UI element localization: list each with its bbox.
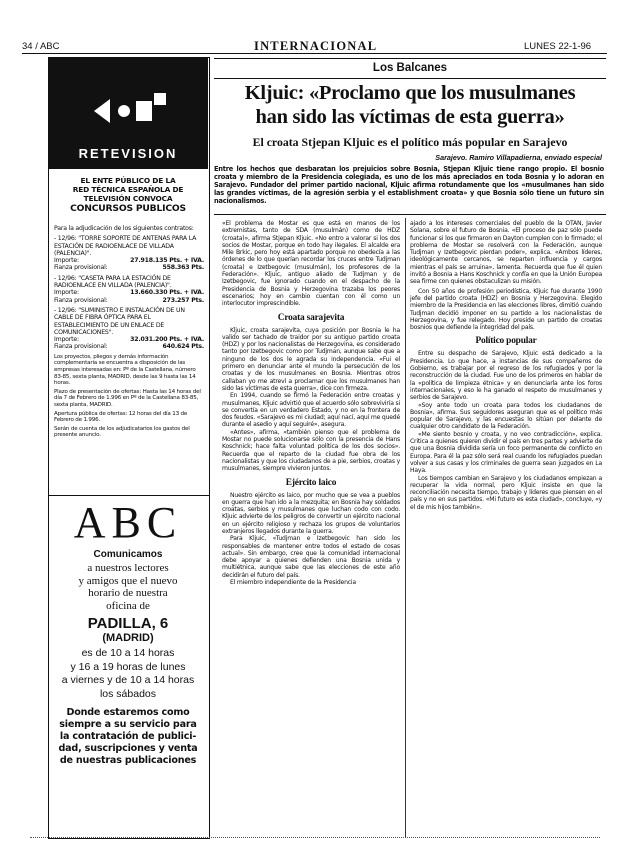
fianza-value: 273.257 Pts. [162, 296, 204, 304]
article-lead: Entre los hechos que desbaratan los prejuicios sobre Bosnia, Stjepan Kljuic tiene rango propio. El bosnio croata y miembro de la Presidencia colegiada, es uno de los más apreciados en toda Bosnia y lo adoran en Sarajevo. Fundador del primer partido nacional, Kljuic afirma rotundamente que los «musulmanes han sido las grandes víctimas, de la agresión serbia y el establishment croata» y que Bosnia sólo tiene un futuro sin nacionalismos. [214, 165, 604, 205]
entity-line-3: TELEVISIÓN CONVOCA [83, 194, 173, 203]
hours-line: a viernes y de 10 a 14 horas [61, 674, 195, 686]
article-column-2 [410, 220, 602, 840]
paragraph: Los tiempos cambian en Sarajevo y los ciudadanos empiezan a recuperar la vida normal, pero Kljuic insiste en que la reconciliación necesita tiempo, trabajo y líderes que piensen en el país y no en sus partidos. «Mi futuro es esta ciudad», concluye, «y el de mis hijos también». [410, 474, 602, 511]
column-divider [405, 218, 406, 838]
fianza-label: Fianza provisional: [54, 264, 108, 272]
paragraph: «Soy ante todo un croata para todos los ciudadanos de Bosnia», afirma. Sus seguidores aseguran que es el político más popular de Sarajevo, y las encuestas lo sitúan por delante de cualquier otro candidato de la Federación. [410, 401, 602, 431]
office-hours [48, 647, 208, 701]
importe-label: Importe: [54, 257, 79, 265]
headline-line: Kljuic: «Proclamo que los musulmanes [244, 82, 576, 104]
note-opening: Apertura pública de ofertas: 12 horas del día 13 de Febrero de 1.996. [54, 410, 188, 424]
fianza-value: 558.363 Pts. [162, 264, 204, 272]
fianza-value: 640.624 Pts. [162, 343, 204, 351]
retevision-body [54, 225, 204, 439]
importe-label: Importe: [54, 289, 79, 297]
paragraph: ajado a los intereses comerciales del pueblo de la OTAN, Javier Solana, sobre el futuro de Bosnia. «El proceso de paz sólo puede funcionar si los que firmaron en Dayton cumplen con lo firmado; el problema de Mostar se resolverá con la Federación, aunque Tudjman y Izetbegovic pierdan poder», explica. «Ambos líderes, ideológicamente cercanos, se reparten influencia y cargos mientras el país se arruina», lamenta. Recuerda que fue él quien invitó a Bosnia a Hans Koschnick y confía en que la Unión Europea sea firme con quienes obstaculizan su misión. [410, 220, 602, 286]
service-message [48, 707, 208, 767]
paragraph: Para Kljuic, «Tudjman e Izetbegovic han sido los responsables de mantener entre todos el estado de cosas actual». Sin embargo, cree que la comunidad internacional debe apoyar a quienes defienden una Bosnia unida y multiétnica, aunque sabe que las elecciones de este año decidirán el futuro del país. [222, 535, 400, 579]
paragraph: «Me siento bosnio y croata, y no veo contradicción», explica. Critica a quienes quieren dividir el país en tres partes y advierte de que una Bosnia dividida sería un foco permanente de conflicto en Europa. Para él la paz sólo será real cuando los refugiados puedan volver a sus casas y los criminales de guerra sean juzgados en La Haya. [410, 430, 602, 475]
paragraph: El miembro independiente de la Presidencia [230, 579, 356, 587]
service-line: dad, suscripciones y venta [58, 743, 198, 754]
retevision-heading [54, 176, 202, 213]
headline-line: han sido las víctimas de esta guerra» [255, 106, 565, 128]
lead-rule [214, 214, 606, 215]
section-title: INTERNACIONAL [254, 39, 378, 53]
contract-description: - 12/96: "SUMINISTRO E INSTALACIÓN DE UN CABLE DE FIBRA ÓPTICA PARA EL ESTABLECIMIENTO DE UN ENLACE DE COMUNICACIONES". [54, 306, 185, 336]
article-column-1 [222, 220, 400, 840]
fianza-label: Fianza provisional: [54, 343, 108, 351]
ad-separator [48, 495, 209, 496]
paragraph: «Antes», afirma, «también pienso que el problema de Mostar no puede solucionarse sólo con la presencia de Hans Koschnick; hace falta voluntad política de los dos socios». Recuerda que el reparto de la ciudad fue obra de los nacionalistas y que los ciudadanos de a pie, serbios, croatas y musulmanes, siempre vivieron juntos. [222, 428, 400, 473]
entity-line-2: RED TÉCNICA ESPAÑOLA DE [72, 185, 184, 194]
contract-item [54, 275, 204, 304]
importe-label: Importe: [54, 336, 79, 344]
article-top-rule [214, 58, 606, 59]
service-line: de nuestras publicaciones [59, 755, 197, 766]
contract-item [54, 235, 204, 271]
contract-description: - 12/96: "TORRE SOPORTE DE ANTENAS PARA LA ESTACIÓN DE RADIOENLACE DE VILLADA (PALENCIA)". [54, 235, 197, 257]
paragraph: Kljuic, croata sarajevita, cuya posición por Bosnia le ha valido ser tachado de traidor por su antiguo partido croata (HDZ) y por los nacionalistas de Herzegovina, es considerado tanto por Izetbegovic como por Tudjman, aunque sabe que a ninguno de los dos le agrada su independencia. «Fui el primero en denunciar ante el mundo la persecución de los croatas y de los musulmanes en Bosnia. Mientras otros callaban yo me atreví a proclamar que los musulmanes han sido las víctimas de esta guerra», dice con firmeza. [222, 326, 400, 392]
page-date: LUNES 22-1-96 [524, 41, 592, 52]
contract-item [54, 307, 204, 351]
importe-value: 27.918.135 Pts. + IVA. [130, 257, 204, 265]
note-costs: Serán de cuenta de los adjudicatarios los gastos del presente anuncio. [54, 425, 190, 439]
article-headline [214, 81, 606, 129]
intro-text: Para la adjudicación de los siguientes contratos: [54, 225, 194, 232]
note-documents: Los proyectos, pliegos y demás información complementaria se encuentra a disposición de las empresas interesadas en: Pº de la Castellana, número 83-85, sexta planta, MADRID, desde las 9 hasta las 14 horas. [54, 353, 196, 387]
message-line: oficina de [106, 599, 150, 612]
paragraph: En 1994, cuando se firmó la Federación entre croatas y musulmanes, Kljuic advirtió que el acuerdo sólo sobreviviría si se convertía en un verdadero Estado, y no en la frontera de dos feudos. «Sarajevo es mi ciudad; aquí nací, aquí me quedé durante el asedio y aquí seguiré», asegura. [222, 392, 400, 429]
paragraph: Con 50 años de profesión periodística, Kljuic fue durante 1990 jefe del partido croata (HDZ) en Bosnia y Herzegovina. Elegido miembro de la Presidencia en las elecciones libres, dimitió cuando Tudjman decidió imponer en su partido a los nacionalistas de Herzegovina, y fue relegado. Hoy preside un partido de croatas bosnios que defiende la integridad del país. [410, 287, 602, 332]
office-city: (MADRID) [102, 632, 154, 644]
retevision-logo-block [48, 57, 208, 169]
abc-ad [48, 499, 208, 767]
hours-line: los sábados [99, 687, 157, 700]
contest-title: CONCURSOS PUBLICOS [70, 203, 186, 214]
message-line: y amigos que el nuevo [78, 574, 178, 587]
abc-announce: Comunicamos [93, 549, 163, 560]
abc-message [48, 562, 208, 612]
service-line: la contratación de publici- [59, 731, 197, 742]
page-number: 34 / ABC [22, 41, 60, 52]
office-street: PADILLA, 6 [87, 615, 169, 632]
article-byline: Sarajevo. Ramiro Villapadierna, enviado especial [435, 153, 602, 162]
hours-line: es de 10 a 14 horas [81, 647, 175, 659]
service-line: Donde estaremos como [66, 707, 190, 718]
subheading: Croata sarajevita [277, 312, 345, 323]
message-line: a nuestros lectores [87, 562, 169, 574]
importe-value: 13.660.330 Pts. + IVA. [130, 289, 204, 297]
retevision-wordmark: RETEVISION [78, 146, 178, 161]
hours-line: y 16 a 19 horas de lunes [70, 660, 186, 673]
service-line: siempre a su servicio para [59, 719, 197, 730]
importe-value: 32.031.200 Pts. + IVA. [130, 336, 204, 344]
article-kicker: Los Balcanes [372, 62, 448, 74]
header-rule [22, 53, 607, 54]
fianza-label: Fianza provisional: [54, 296, 108, 304]
article-subhead: El croata Stjepan Kljuic es el político más popular en Sarajevo [252, 135, 568, 149]
paragraph: «El problema de Mostar es que está en manos de los extremistas, tanto de SDA (musulmán) como de HDZ (croata)», afirma Stjepan Kljuic. «No entro a valorar si los dos socios de Mostar, porque en todo hay ilegales. El alcalde era Mile Brkic, pero hoy está apartado porque no obedecía a las órdenes de lo que querían recordar los cruces entre Tudjman (croata) e Izetbegovic (musulmán), los profesores de la Federación». Kljuic, antiguo aliado de Tudjman y de Izetbegovic, fue ignorado cuando en el despacho de la Presidencia de Bosnia y Herzegovina trazaba los peores escenarios; hoy en cambio cuentan con él como un interlocutor imprescindible. [222, 220, 400, 308]
contract-description: - 12/96: "CASETA PARA LA ESTACIÓN DE RADIOENLACE EN VILLADA (PALENCIA)". [54, 274, 172, 290]
subheading: Político popular [475, 336, 537, 347]
note-deadline: Plazo de presentación de ofertas: Hasta las 14 horas del día 7 de Febrero de 1.996 en Pº de la Castellana 83-85, sexta planta, MADRID. [54, 388, 201, 408]
page-bottom-edge [30, 837, 600, 839]
paragraph: Entre su despacho de Sarajevo, Kljuic está dedicado a la Presidencia. Lo que hace, a instancias de sus compañeros de Gobierno, es trabajar por el regreso de los refugiados y por la reconstrucción de la ciudad. Fue uno de los primeros en hablar de la «política de limpieza étnica» y en denunciarla ante los foros internacionales, y eso le ha ganado el respeto de musulmanes y serbios de Sarajevo. [410, 350, 602, 402]
message-line: horario de nuestra [88, 587, 168, 599]
entity-line-1: EL ENTE PÚBLICO DE LA [80, 176, 176, 185]
subheading: Ejército laico [285, 477, 337, 488]
paragraph: Nuestro ejército es laico, por mucho que se vea a pueblos en guerra que han ido a la mezquita; en Bosnia hay soldados croatas, serbios y musulmanes que luchan codo con codo. Kljuic advierte de los peligros de convertir un ejército nacional en un ejército religioso y rechaza los grupos de voluntarios extranjeros llegados durante la guerra. [222, 491, 400, 535]
kicker-rule [214, 78, 606, 79]
abc-logo: ABC [73, 498, 183, 547]
